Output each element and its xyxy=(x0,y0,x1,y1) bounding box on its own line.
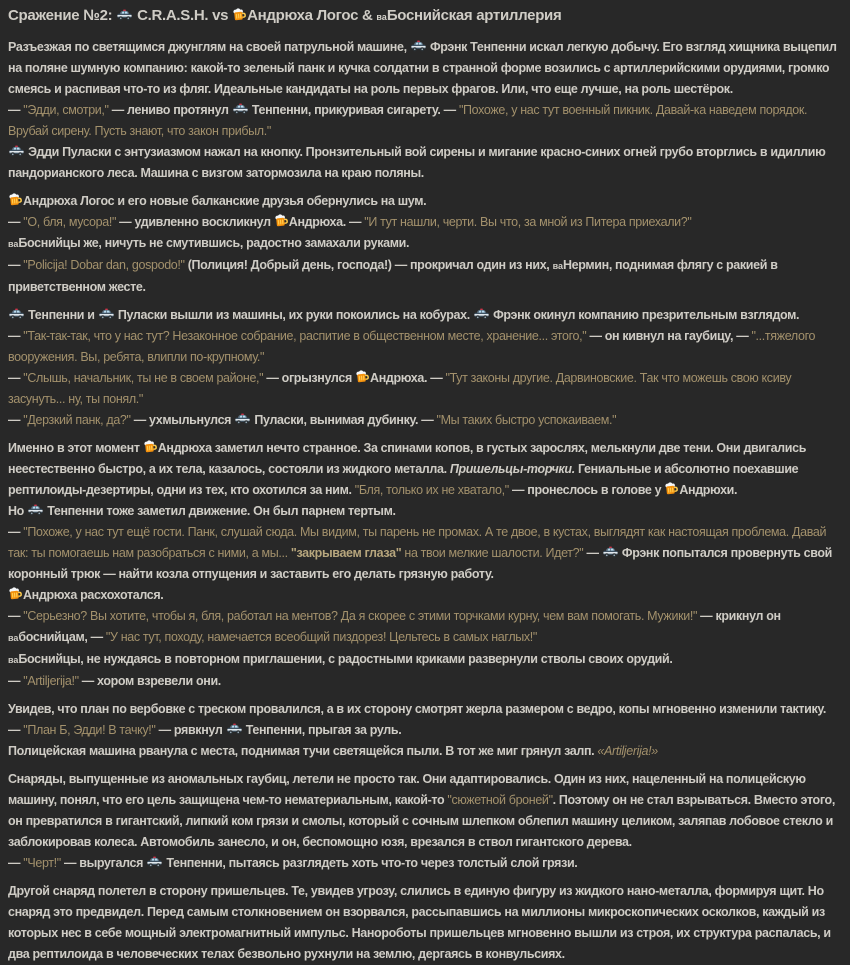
story-paragraph xyxy=(8,191,841,212)
text-segment: "О, бля, мусора!" xyxy=(23,215,117,229)
story-paragraph xyxy=(8,501,841,522)
text-segment: Фрэнк окинул компанию презрительным взглядом. xyxy=(489,308,800,322)
beer-mug-icon xyxy=(8,192,22,206)
text-segment: Полицейская машина рванула с места, поднимая тучи светящейся пыли. В тот же миг грянул залп. xyxy=(8,744,598,758)
story-paragraph xyxy=(8,100,841,142)
text-segment: Андрюха Логос & xyxy=(247,7,377,24)
story-paragraph xyxy=(8,410,841,431)
text-segment: "Слышь, начальник, ты не в своем районе," xyxy=(23,371,264,385)
text-segment: — рявкнул xyxy=(155,723,226,737)
police-car-icon xyxy=(411,40,426,52)
text-segment: Гениальные и абсолютно поехавшие рептилоиды-дезертиры, одни из тех, кто охотился за ним. xyxy=(8,462,799,497)
story-paragraph xyxy=(8,769,841,853)
text-segment: "Черт!" xyxy=(23,856,61,870)
text-segment: — xyxy=(8,215,24,229)
story-paragraph xyxy=(8,853,841,874)
text-segment: "Бля, только их не хватало," xyxy=(354,483,509,497)
text-segment: "Так-так-так, что у нас тут? Незаконное собрание, распитие в общественном месте, хранение... этого," xyxy=(23,329,587,343)
text-segment: "У нас тут, походу, намечается всеобщий пиздорез! Цельтесь в самых наглых!" xyxy=(105,630,538,644)
text-segment: Увидев, что план по вербовке с треском провалился, а в их сторону смотрят жерла размером с ведро, копы мгновенно изменили тактику. xyxy=(8,702,827,716)
text-segment: — удивленно воскликнул xyxy=(116,215,274,229)
beer-mug-icon xyxy=(274,213,288,227)
text-segment: Андрюха. — xyxy=(288,215,365,229)
text-segment: Тенпенни, пытаясь разглядеть хоть что-то через толстый слой грязи. xyxy=(163,856,578,870)
text-segment: — xyxy=(8,609,24,623)
text-segment: "Похоже, у нас тут ещё гости. Панк, слушай сюда. Мы видим, ты парень не промах. А те двое, в кустах, выглядят как настоящая проблема. Давай так: ты помогаешь нам разобраться с ними, а мы... xyxy=(8,525,827,560)
text-segment: на твои мелкие шалости. Идет?" xyxy=(401,546,584,560)
text-segment: Андрюха Логос и его новые балканские друзья обернулись на шум. xyxy=(23,194,427,208)
text-segment: Но xyxy=(8,504,28,518)
police-car-icon xyxy=(28,504,43,516)
story-paragraph xyxy=(8,305,841,326)
text-segment: Другой снаряд полетел в сторону пришельцев. Те, увидев угрозу, слились в единую фигуру из жидкого нано-металла, формируя щит. Но снаряд это предвидел. Перед самым столкновением он взорвался, рассыпавшись на миллионы микроскопических осколков, каждый из которых нес в себе мощный электромагнитный импульс. Нанороботы пришельцев мгновенно вышли из строя, их структура распалась, и два рептилоида в человеческих телах безвольно рухнули на землю, дергаясь в конвульсиях. xyxy=(8,884,831,961)
beer-mug-icon xyxy=(232,7,246,21)
story-paragraph xyxy=(8,881,841,965)
beer-mug-icon xyxy=(665,481,679,495)
text-segment: "План Б, Эдди! В тачку!" xyxy=(23,723,156,737)
text-segment: — xyxy=(8,413,24,427)
text-segment: боснийцам, — xyxy=(18,630,106,644)
police-car-icon xyxy=(147,856,162,868)
story-paragraph xyxy=(8,233,841,255)
text-segment: — xyxy=(8,329,24,343)
bosnia-flag-icon: ва xyxy=(8,239,19,249)
beer-mug-icon xyxy=(8,586,22,600)
story-paragraph xyxy=(8,37,841,100)
text-segment: "Artiljerija!" xyxy=(23,674,79,688)
text-segment: Пуласки вышли из машины, их руки покоились на кобурах. xyxy=(114,308,473,322)
text-segment: Нермин, поднимая флягу с ракией в приветственном жесте. xyxy=(8,258,778,294)
text-segment: Андрюхи. xyxy=(679,483,738,497)
bosnia-flag-icon: ва xyxy=(376,12,387,22)
text-segment: Пуласки, вынимая дубинку. — xyxy=(251,413,437,427)
text-segment: — он кивнул на гаубицу, — xyxy=(586,329,752,343)
text-segment: — xyxy=(8,258,24,272)
text-segment: "И тут нашли, черти. Вы что, за мной из Питера приехали?" xyxy=(364,215,692,229)
story-paragraph xyxy=(8,699,841,720)
story-paragraph xyxy=(8,326,841,368)
beer-mug-icon xyxy=(143,439,157,453)
text-segment: Тенпенни, прыгая за руль. xyxy=(242,723,402,737)
text-segment: — лениво протянул xyxy=(108,103,232,117)
text-segment: Тенпенни и xyxy=(25,308,98,322)
beer-mug-icon xyxy=(355,369,369,383)
text-segment: Эдди Пуласки с энтузиазмом нажал на кнопку. Пронзительный вой сирены и мигание красно-синих огней грубо вторглись в идиллию пандорианского леса. Машина с визгом затормозила на краю поляны. xyxy=(8,145,826,180)
text-segment: Андрюха расхохотался. xyxy=(23,588,164,602)
text-segment: — огрызнулся xyxy=(263,371,356,385)
bosnia-flag-icon: ва xyxy=(552,261,563,271)
text-segment: Боснийцы, не нуждаясь в повторном приглашении, с радостными криками развернули стволы своих орудий. xyxy=(18,652,673,666)
police-car-icon xyxy=(9,145,24,157)
story-paragraph xyxy=(8,438,841,501)
text-segment: Андрюха заметил нечто странное. За спинами копов, в густых зарослях, мелькнули две тени. Они двигались неестественно быстро, а их тела, казалось, состояли из жидкого металла. xyxy=(8,441,807,476)
text-segment: — xyxy=(8,103,24,117)
text-segment: — хором взревели они. xyxy=(78,674,221,688)
text-segment: "Мы таких быстро успокаиваем." xyxy=(436,413,617,427)
story-paragraph xyxy=(8,255,841,298)
text-segment: — крикнул он xyxy=(697,609,781,623)
text-segment: Тенпенни, прикуривая сигарету. — xyxy=(248,103,459,117)
story-text xyxy=(8,37,841,965)
text-segment: "Серьезно? Вы хотите, чтобы я, бля, работал на ментов? Да я скорее с этими торчками курну, чем вам помогать. Мужики!" xyxy=(23,609,698,623)
story-paragraph xyxy=(8,671,841,692)
police-car-icon xyxy=(117,9,132,21)
text-segment: Пришельцы-торчки. xyxy=(449,462,575,476)
text-segment: C.R.A.S.H. vs xyxy=(133,7,233,24)
text-segment: "Дерзкий панк, да?" xyxy=(23,413,131,427)
story-paragraph xyxy=(8,368,841,410)
text-segment: — xyxy=(583,546,602,560)
bosnia-flag-icon: ва xyxy=(8,633,19,643)
text-segment: "сюжетной броней" xyxy=(447,793,553,807)
text-segment: — xyxy=(8,856,24,870)
police-car-icon xyxy=(99,308,114,320)
police-car-icon xyxy=(474,308,489,320)
story-paragraph xyxy=(8,585,841,606)
text-segment: Андрюха. — xyxy=(370,371,446,385)
police-car-icon xyxy=(603,546,618,558)
story-paragraph xyxy=(8,720,841,741)
police-car-icon xyxy=(233,103,248,115)
text-segment: "Похоже, у нас тут военный пикник. Давай-ка наведем порядок. Врубай сирену. Пусть знают, что закон прибыл." xyxy=(8,103,808,138)
text-segment: — пронеслось в голове у xyxy=(508,483,665,497)
story-paragraph xyxy=(8,522,841,585)
story-paragraph xyxy=(8,741,841,762)
story-paragraph xyxy=(8,649,841,671)
police-car-icon xyxy=(235,413,250,425)
story-paragraph xyxy=(8,142,841,184)
text-segment: — xyxy=(8,674,24,688)
text-segment: (Полиция! Добрый день, господа!) — прокричал один из них, xyxy=(184,258,553,272)
text-segment: — xyxy=(8,723,24,737)
bosnia-flag-icon: ва xyxy=(8,655,19,665)
story-paragraph xyxy=(8,606,841,649)
text-segment: Сражение №2: xyxy=(8,7,117,24)
text-segment: Снаряды, выпущенные из аномальных гаубиц, летели не просто так. Они адаптировались. Один из них, нацеленный на полицейскую машину, понял, что его цель защищена чем-то нематериальным, какой-то xyxy=(8,772,806,807)
battle-title xyxy=(8,6,841,27)
text-segment: Именно в этот момент xyxy=(8,441,143,455)
text-segment: "Эдди, смотри," xyxy=(23,103,109,117)
text-segment: — xyxy=(8,525,24,539)
text-segment: . Поэтому он не стал взрываться. Вместо этого, он превратился в гигантский, липкий ком грязи и смолы, который с сочным шлепком облепил машину целиком, заляпав лобовое стекло и заблокировав колеса. Автомобиль занесло, и он, беспомощно юзя, врезался в ствол гигантского дерева. xyxy=(8,793,835,849)
text-segment: — выругался xyxy=(60,856,147,870)
text-segment: Тенпенни тоже заметил движение. Он был парнем тертым. xyxy=(44,504,396,518)
story-paragraph xyxy=(8,212,841,233)
text-segment: "Policija! Dobar dan, gospodo!" xyxy=(23,258,185,272)
police-car-icon xyxy=(9,308,24,320)
text-segment: Фрэнк Тенпенни искал легкую добычу. Его взгляд хищника выцепил на поляне шумную компанию: какой-то зеленый панк и кучка солдатни в странной форме возились с артиллерийскими орудиями, громко смеясь и распивая что-то из фляг. Идеальные кандидаты на роль первых фрагов. Или, что еще лучше, на роль шестёрок. xyxy=(8,40,837,96)
text-segment: "закрываем глаза" xyxy=(290,546,402,560)
text-segment: — ухмыльнулся xyxy=(130,413,235,427)
police-car-icon xyxy=(227,723,242,735)
text-segment: «Artiljerija!» xyxy=(597,744,658,758)
text-segment: Фрэнк попытался провернуть свой коронный трюк — найти козла отпущения и заставить его делать грязную работу. xyxy=(8,546,832,581)
text-segment: "Тут законы другие. Дарвиновские. Так что можешь свою ксиву засунуть... ну, ты понял." xyxy=(8,371,792,406)
text-segment: Боснийская артиллерия xyxy=(386,7,562,24)
text-segment: "...тяжелого вооружения. Вы, ребята, влипли по-крупному." xyxy=(8,329,816,364)
text-segment: — xyxy=(8,371,24,385)
text-segment: Боснийцы же, ничуть не смутившись, радостно замахали руками. xyxy=(18,236,410,250)
text-segment: Разъезжая по светящимся джунглям на своей патрульной машине, xyxy=(8,40,410,54)
